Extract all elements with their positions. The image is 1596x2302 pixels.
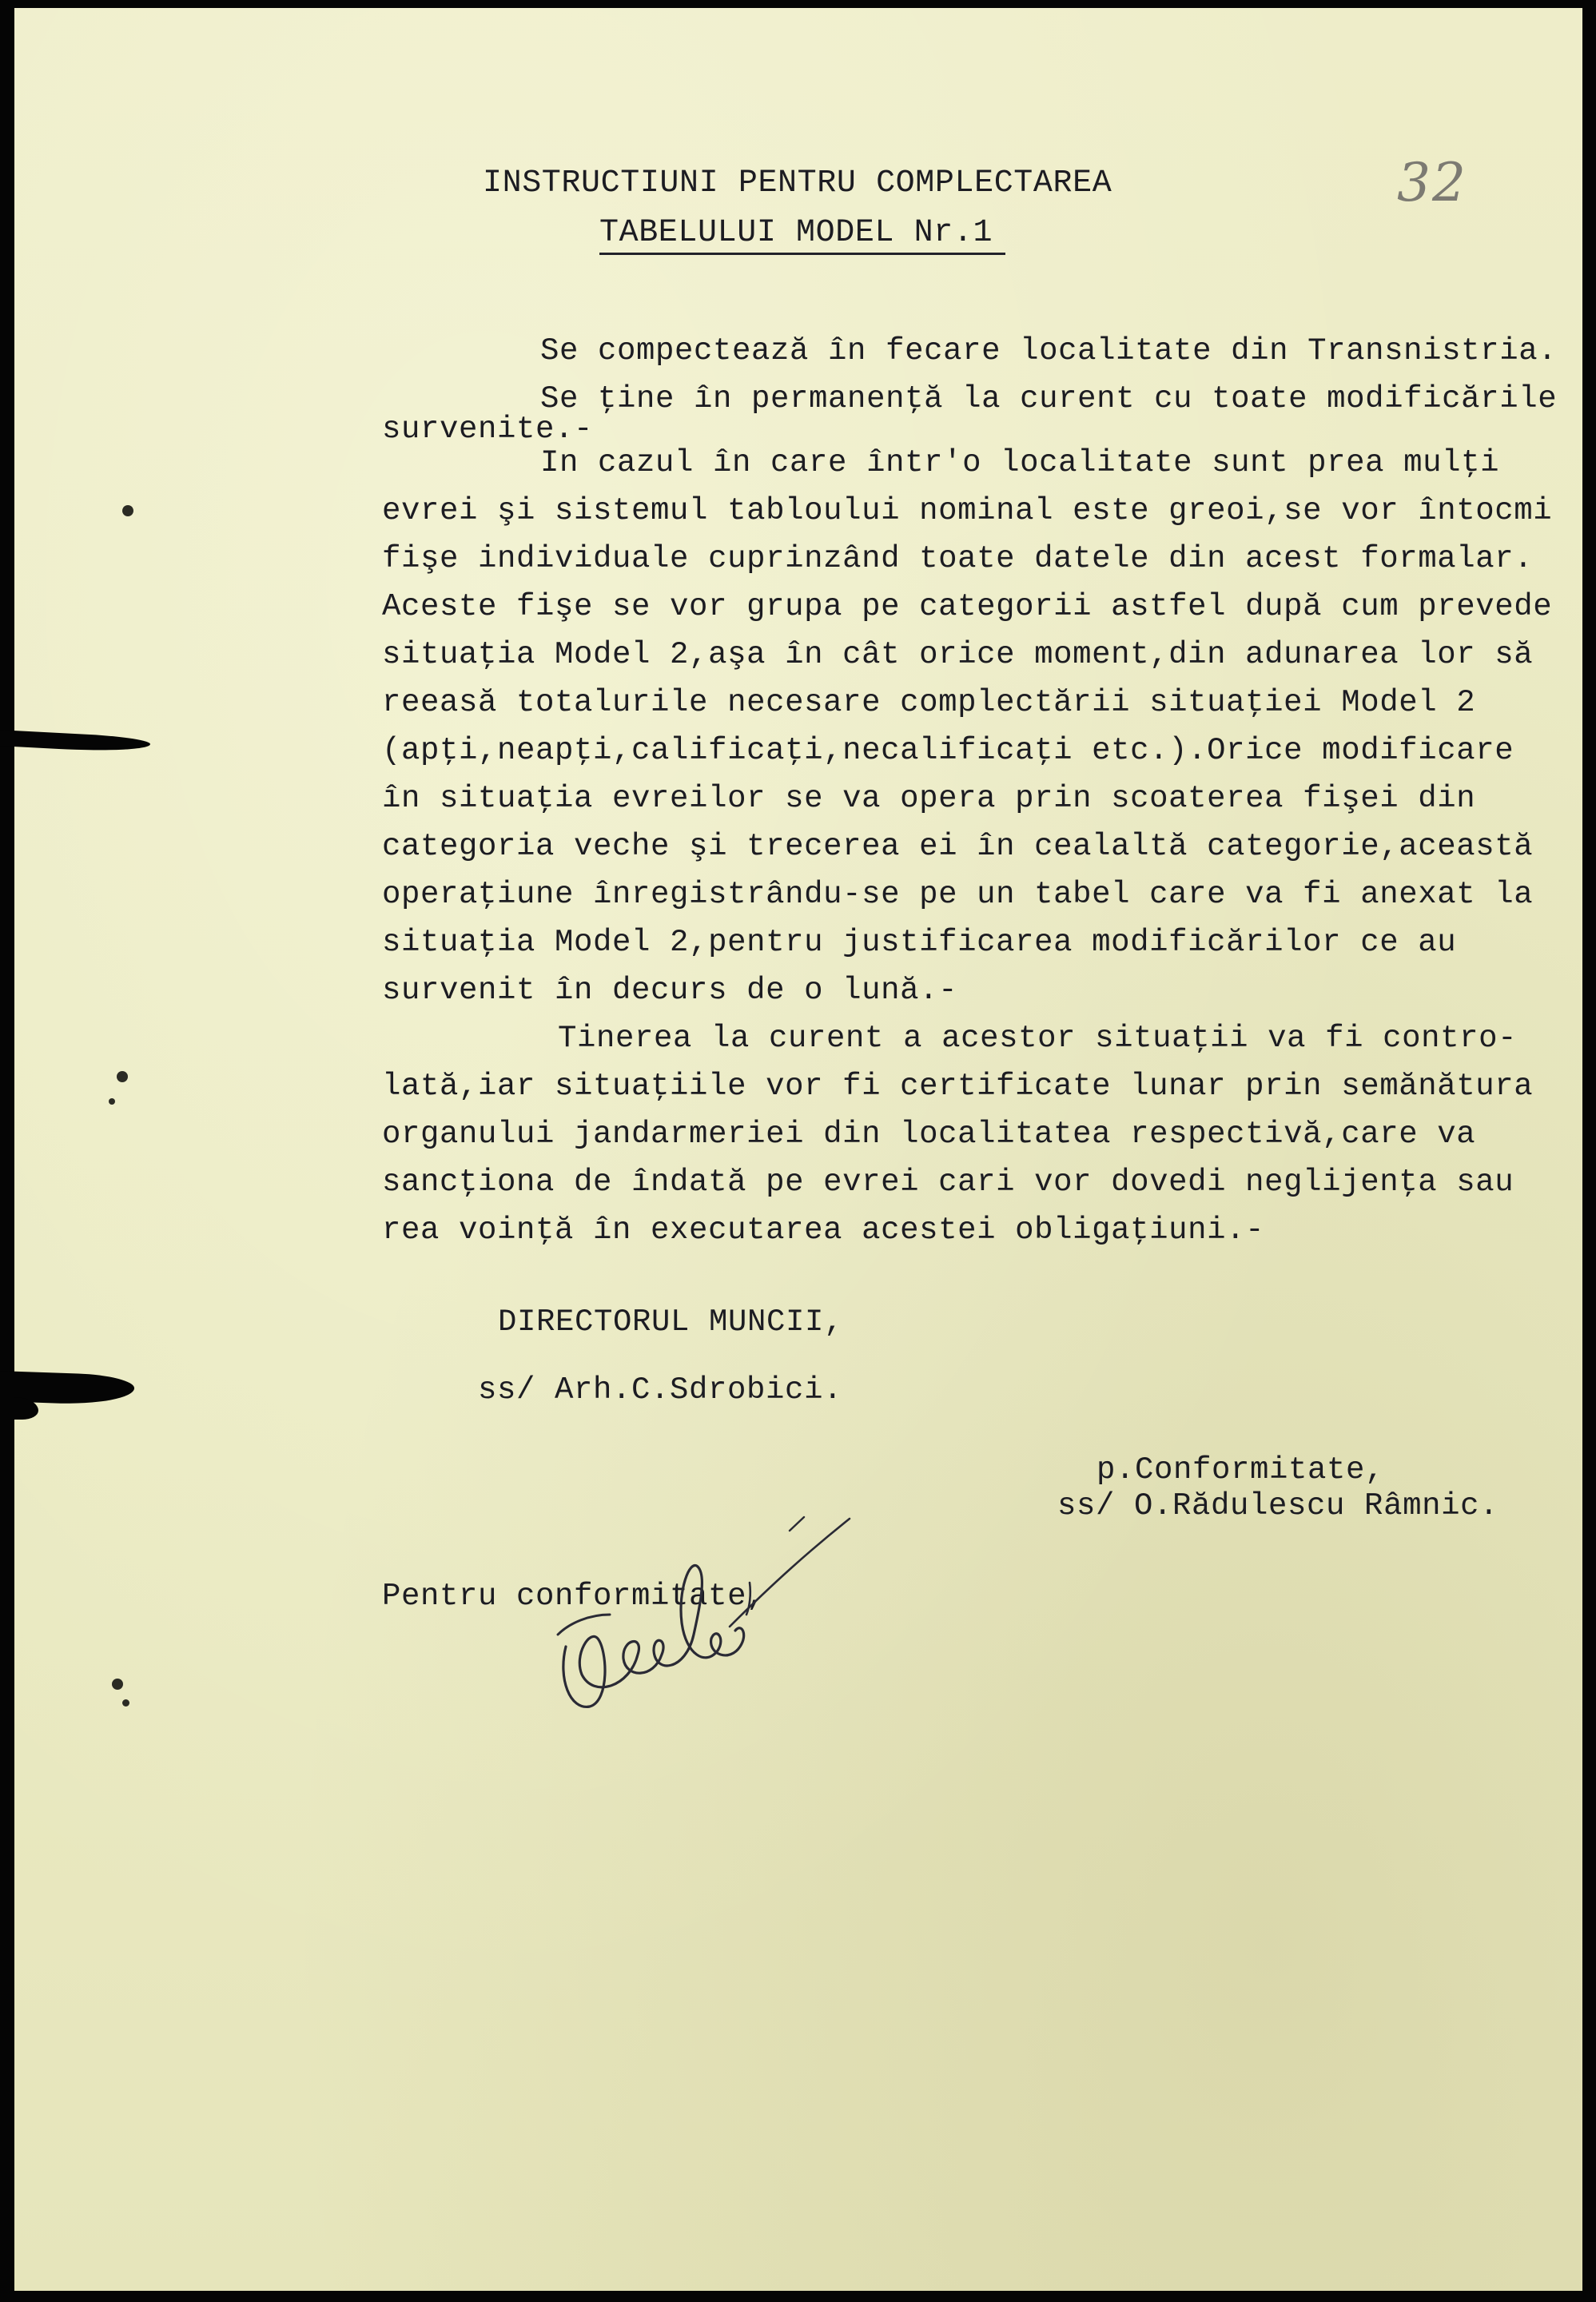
body-line: survenite.-: [382, 412, 594, 447]
punch-hole-5: [122, 1699, 129, 1707]
body-line: în situaţia evreilor se va opera prin scoaterea fişei din: [382, 781, 1476, 816]
body-line: survenit în decurs de o lună.-: [382, 973, 958, 1008]
body-line: evrei şi sistemul tabloului nominal este greoi,se vor întocmi: [382, 493, 1553, 528]
body-line: Se ţine în permanenţă la curent cu toate modificările: [540, 381, 1558, 416]
signatory-title: DIRECTORUL MUNCII,: [498, 1304, 844, 1340]
signatory-name: ss/ Arh.C.Sdrobici.: [478, 1372, 843, 1408]
paper-sheet: [14, 8, 1582, 2291]
conformity-label: p.Conformitate,: [1097, 1452, 1385, 1488]
body-line: In cazul în care într'o localitate sunt prea mulţi: [540, 445, 1500, 480]
conformity-name: ss/ O.Rădulescu Râmnic.: [1057, 1488, 1499, 1523]
document-title: INSTRUCTIUNI PENTRU COMPLECTAREA: [483, 165, 1112, 201]
body-line: situaţia Model 2,aşa în cât orice moment,din adunarea lor să: [382, 637, 1534, 672]
body-line: organului jandarmeriei din localitatea respectivă,care va: [382, 1117, 1476, 1152]
page-number: 32: [1397, 152, 1467, 213]
document-subtitle: TABELULUI MODEL Nr.1: [599, 215, 993, 251]
body-line: operaţiune înregistrându-se pe un tabel care va fi anexat la: [382, 877, 1534, 912]
punch-hole-4: [112, 1679, 123, 1690]
body-line: categoria veche şi trecerea ei în cealaltă categorie,această: [382, 829, 1534, 864]
punch-hole-2: [117, 1071, 128, 1082]
closing-label: Pentru conformitate,: [382, 1579, 766, 1614]
body-line: reeasă totalurile necesare complectării situaţiei Model 2: [382, 685, 1476, 720]
body-line: lată,iar situaţiile vor fi certificate lunar prin semănătura: [382, 1069, 1534, 1104]
body-line: fişe individuale cuprinzând toate datele din acest formalar.: [382, 541, 1534, 576]
body-line: Aceste fişe se vor grupa pe categorii astfel după cum prevede: [382, 589, 1553, 624]
body-line: Tinerea la curent a acestor situaţii va fi contro-: [558, 1021, 1518, 1056]
body-line: rea voinţă în executarea acestei obligaţiuni.-: [382, 1213, 1265, 1248]
punch-hole-3: [109, 1098, 115, 1105]
handwritten-signature: [534, 1495, 917, 1726]
body-line: (apţi,neapţi,calificaţi,necalificaţi etc.).Orice modificare: [382, 733, 1514, 768]
body-line: situaţia Model 2,pentru justificarea modificărilor ce au: [382, 925, 1457, 960]
body-line: Se compectează în fecare localitate din Transnistria.: [540, 333, 1558, 368]
punch-hole-1: [122, 505, 133, 516]
paper-tear-upper: [0, 730, 150, 754]
body-line: sancţiona de îndată pe evrei cari vor dovedi neglijenţa sau: [382, 1165, 1514, 1200]
subtitle-underline: [599, 253, 1005, 255]
